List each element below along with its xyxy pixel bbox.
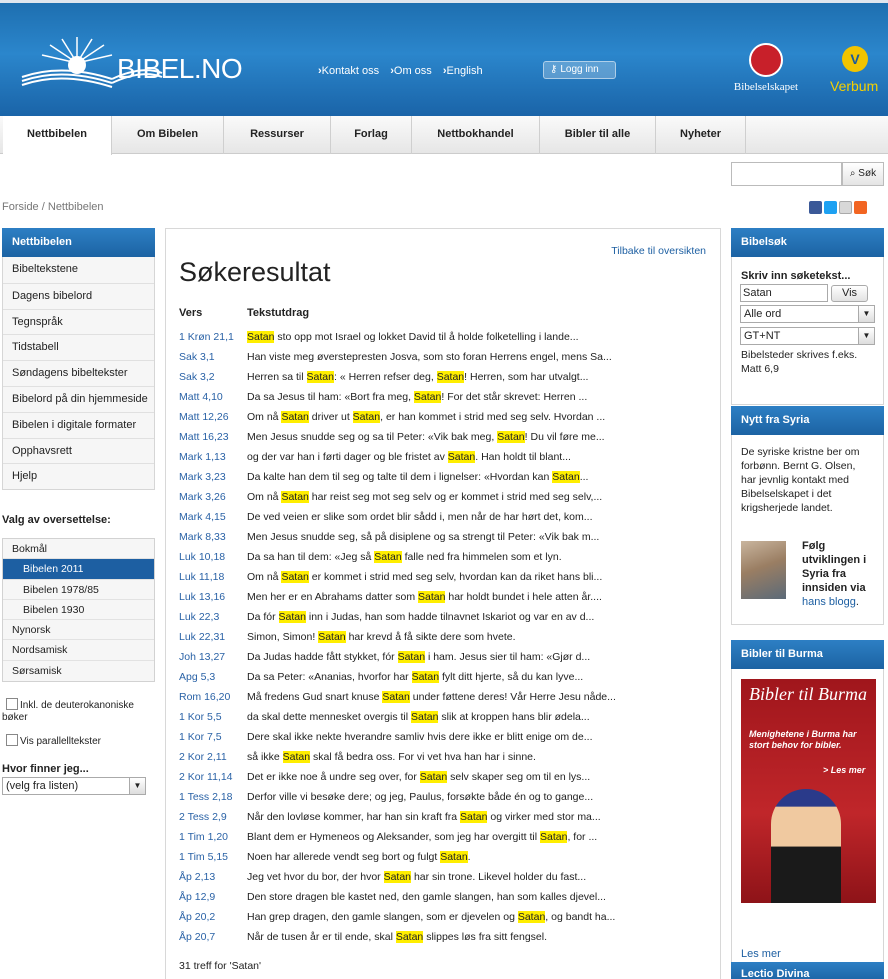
breadcrumb-separator: / (41, 201, 45, 213)
sidebar-item-sondagens-bibeltekster[interactable]: Søndagens bibeltekster (3, 360, 154, 386)
result-row (179, 807, 719, 827)
parallel-checkbox-row (6, 734, 101, 747)
result-row (179, 467, 719, 487)
verse-excerpt (247, 347, 719, 367)
site-search-button-label: Søk (858, 168, 877, 179)
verse-reference-link[interactable]: Matt 4,10 (179, 391, 223, 403)
result-row (179, 927, 719, 947)
verse-excerpt (247, 707, 719, 727)
bible-search-box (731, 228, 884, 405)
verse-excerpt (247, 367, 719, 387)
result-row (179, 507, 719, 527)
translation-item-selected[interactable]: Bibelen 2011 (3, 559, 154, 579)
result-row (179, 707, 719, 727)
excerpt-text: Herren sa til (247, 371, 307, 383)
tab-bibler-til-alle[interactable]: Bibler til alle (540, 116, 656, 154)
verse-excerpt (247, 927, 719, 947)
result-row (179, 887, 719, 907)
sidebar-menu (2, 257, 155, 490)
column-header-vers: Vers (179, 307, 203, 319)
excerpt-text: Det er ikke noe å undre seg over, for (247, 771, 420, 783)
excerpt-text: Om nå (247, 491, 282, 503)
bible-search-label: Skriv inn søketekst... (741, 270, 851, 282)
result-row (179, 687, 719, 707)
excerpt-text: Om nå (247, 411, 282, 423)
search-term-highlight: Satan (460, 811, 488, 823)
verse-excerpt (247, 407, 719, 427)
login-label: Logg inn (560, 64, 599, 75)
verse-excerpt (247, 887, 719, 907)
deutero-label: Inkl. de deuterokanoniske (20, 700, 134, 711)
verse-reference-link[interactable]: Sak 3,2 (179, 371, 215, 383)
verse-reference-link[interactable]: 1 Tess 2,18 (179, 791, 233, 803)
translation-list (2, 538, 155, 682)
verse-reference-link[interactable]: Luk 22,31 (179, 631, 226, 643)
excerpt-text: Da sa han til dem: «Jeg så (247, 551, 375, 563)
search-term-highlight: Satan (440, 851, 468, 863)
verse-excerpt (247, 867, 719, 887)
author-photo (741, 541, 786, 599)
verse-excerpt (247, 627, 719, 647)
chevron-down-icon: ▼ (858, 306, 874, 322)
excerpt-text: slik at kroppen hans blir ødela... (438, 711, 590, 723)
result-row (179, 407, 719, 427)
excerpt-text: Men Jesus snudde seg og sa til Peter: «Vik bak meg, (247, 431, 498, 443)
result-row (179, 847, 719, 867)
result-row (179, 427, 719, 447)
search-term-highlight: Satan (418, 591, 446, 603)
verse-reference-link[interactable]: Luk 11,18 (179, 571, 225, 583)
email-icon[interactable] (839, 201, 852, 214)
result-row (179, 547, 719, 567)
verse-excerpt (247, 427, 719, 447)
excerpt-text: har reist seg mot seg selv og er kommet i strid med seg selv,... (308, 491, 603, 503)
verse-excerpt (247, 807, 719, 827)
verbum-label: Verbum (830, 78, 879, 94)
breadcrumb-current[interactable]: Nettbibelen (47, 201, 104, 213)
verse-excerpt (247, 567, 719, 587)
verse-excerpt (247, 327, 719, 347)
result-row (179, 667, 719, 687)
bibelselskapet-label: Bibelselskapet (733, 81, 799, 93)
scope-select[interactable] (740, 305, 875, 323)
chevron-down-icon: ▼ (858, 328, 874, 344)
search-term-highlight: Satan (397, 651, 426, 663)
excerpt-text: Men her er en Abrahams datter som (247, 591, 418, 603)
page-title: Søkeresultat (179, 257, 331, 287)
tab-nettbokhandel[interactable]: Nettbokhandel (412, 116, 540, 154)
excerpt-text: så ikke (247, 751, 283, 763)
syria-header: Nytt fra Syria (731, 406, 884, 435)
excerpt-text: : « Herren refser deg, (333, 371, 437, 383)
verse-excerpt (247, 587, 719, 607)
excerpt-text: , for ... (567, 831, 598, 843)
bible-search-input[interactable]: Satan (740, 284, 828, 302)
magnifier-icon: ⌕ (849, 168, 856, 179)
verse-reference-link[interactable]: 2 Kor 11,14 (179, 771, 233, 783)
verse-excerpt (247, 687, 719, 707)
sidebar-item-bibeltekstene[interactable]: Bibeltekstene (12, 263, 79, 275)
verse-excerpt (247, 667, 719, 687)
parallel-label: Vis parallelltekster (20, 736, 101, 747)
verse-excerpt (247, 787, 719, 807)
lectio-divina-header: Lectio Divina (731, 962, 884, 979)
verse-reference-link[interactable]: Apg 5,3 (179, 671, 216, 683)
site-logo-text[interactable]: BIBEL.NO (117, 53, 243, 84)
verse-reference-link[interactable]: Mark 3,26 (179, 491, 226, 503)
back-to-overview-link[interactable]: Tilbake til oversikten (611, 245, 706, 257)
search-term-highlight: Satan (247, 331, 275, 343)
translation-title: Valg av oversettelse: (2, 514, 111, 526)
translation-item[interactable]: Nynorsk (3, 620, 154, 640)
excerpt-text: Simon, Simon! (247, 631, 319, 643)
search-term-highlight: Satan (281, 571, 309, 583)
syria-follow-text: Følg utviklingen i Syria fra innsiden via (802, 540, 867, 594)
burma-ad-more: > Les mer (823, 765, 866, 775)
search-term-highlight: Satan (281, 411, 309, 423)
search-term-highlight: Satan (419, 771, 448, 783)
child-with-bible-image (771, 789, 841, 903)
search-term-highlight: Satan (447, 451, 476, 463)
deutero-checkbox[interactable] (6, 698, 18, 710)
sidebar-item-bibelord-hjemmeside[interactable]: Bibelord på din hjemmeside (3, 386, 154, 412)
search-term-highlight: Satan (352, 411, 381, 423)
excerpt-text: og der var han i førti dager og ble fristet av (247, 451, 448, 463)
where-select-value: (velg fra listen) (6, 780, 79, 792)
search-term-highlight: Satan (436, 371, 465, 383)
excerpt-text: Noen har allerede vendt seg bort og fulgt (247, 851, 441, 863)
addthis-plus-icon[interactable] (854, 201, 867, 214)
excerpt-text: Må fredens Gud snart knuse (247, 691, 383, 703)
verse-reference-link[interactable]: Åp 12,9 (179, 891, 216, 903)
result-row (179, 647, 719, 667)
excerpt-text: Da sa Jesus til ham: «Bort fra meg, (247, 391, 414, 403)
translation-item[interactable]: Bokmål (3, 539, 154, 559)
result-row (179, 827, 719, 847)
parallel-checkbox[interactable] (6, 734, 18, 746)
verse-excerpt (247, 607, 719, 627)
verse-excerpt (247, 907, 719, 927)
key-icon: ⚷ (550, 64, 558, 75)
excerpt-text: driver ut (308, 411, 353, 423)
excerpt-text: falle ned fra himmelen som et lyn. (401, 551, 562, 563)
deutero-checkbox-row (6, 698, 134, 711)
verse-reference-link[interactable]: Åp 20,2 (179, 911, 216, 923)
verse-excerpt (247, 847, 719, 867)
chevron-down-icon: ▼ (129, 778, 145, 794)
verse-reference-link[interactable]: 1 Kor 5,5 (179, 711, 222, 723)
verse-reference-link[interactable]: Joh 13,27 (179, 651, 226, 663)
search-term-highlight: Satan (552, 471, 580, 483)
excerpt-text: , og bandt ha... (545, 911, 616, 923)
translation-item[interactable]: Bibelen 1978/85 (3, 580, 154, 600)
search-results-panel (165, 228, 721, 979)
share-icons (809, 201, 869, 214)
excerpt-text: Blant dem er Hymeneos og Aleksander, som jeg har overgitt til (247, 831, 540, 843)
excerpt-text: . Han holdt til blant... (475, 451, 571, 463)
excerpt-text: , er han kommet i strid med seg selv. Hvordan ... (380, 411, 606, 423)
site-header (0, 0, 888, 116)
verse-reference-link[interactable]: Luk 13,16 (179, 591, 226, 603)
sidebar-item-dagens-bibelord[interactable]: Dagens bibelord (3, 283, 154, 309)
top-link-contact[interactable]: › Kontakt oss (318, 65, 379, 77)
verse-excerpt (247, 547, 719, 567)
where-select[interactable] (2, 777, 146, 795)
result-row (179, 367, 719, 387)
verse-excerpt (247, 767, 719, 787)
tab-om-bibelen[interactable]: Om Bibelen (112, 116, 224, 154)
login-button[interactable] (543, 61, 616, 79)
tab-forlag[interactable]: Forlag (331, 116, 412, 154)
search-term-highlight: Satan (306, 371, 334, 383)
search-term-highlight: Satan (517, 911, 546, 923)
scope-select-value: Alle ord (744, 308, 782, 320)
search-term-highlight: Satan (374, 551, 402, 563)
tab-ressurser[interactable]: Ressurser (224, 116, 331, 154)
top-link-english[interactable]: › English (443, 65, 483, 77)
search-term-highlight: Satan (497, 431, 525, 443)
verse-reference-link[interactable]: 1 Tim 1,20 (179, 831, 229, 843)
excerpt-text: da skal dette mennesket overgis til (247, 711, 412, 723)
sidebar-item-digitale-formater[interactable]: Bibelen i digitale formater (3, 412, 154, 438)
result-row (179, 787, 719, 807)
verse-excerpt (247, 507, 719, 527)
excerpt-text: har holdt bundet i hele atten år.... (445, 591, 602, 603)
result-row (179, 727, 719, 747)
excerpt-text: Da fór (247, 611, 279, 623)
site-search-input[interactable] (731, 162, 842, 186)
excerpt-text: slippes løs fra sitt fengsel. (423, 931, 547, 943)
result-row (179, 347, 719, 367)
top-links (318, 65, 491, 77)
verse-reference-link[interactable]: Mark 3,23 (179, 471, 226, 483)
verbum-logo[interactable] (830, 46, 888, 94)
verse-reference-link[interactable]: Åp 2,13 (179, 871, 216, 883)
verse-excerpt (247, 527, 719, 547)
result-row (179, 447, 719, 467)
translation-item[interactable]: Nordsamisk (3, 640, 154, 660)
result-row (179, 767, 719, 787)
excerpt-text: Derfor ville vi besøke dere; og jeg, Paulus, forsøkte både én og to gange... (247, 791, 594, 803)
verse-reference-link[interactable]: 1 Tim 5,15 (179, 851, 229, 863)
testament-select-value: GT+NT (744, 330, 781, 342)
bibelselskapet-logo[interactable] (722, 43, 810, 93)
breadcrumb (2, 201, 104, 213)
excerpt-text: Om nå (247, 571, 282, 583)
excerpt-text: De ved veien er slike som ordet blir sådd i, men når de har hørt det, kom... (247, 511, 593, 523)
burma-read-more-link[interactable]: Les mer (741, 948, 781, 960)
globe-icon (749, 43, 783, 77)
sidebar-item-opphavsrett[interactable]: Opphavsrett (3, 438, 154, 464)
verse-reference-link[interactable]: 2 Tess 2,9 (179, 811, 227, 823)
translation-item[interactable]: Bibelen 1930 (3, 600, 154, 620)
deutero-label-line2: bøker (2, 712, 28, 723)
sidebar-item-tidstabell[interactable]: Tidstabell (3, 334, 154, 360)
verse-reference-link[interactable]: Mark 1,13 (179, 451, 226, 463)
bible-search-button[interactable]: Vis (831, 285, 868, 302)
search-term-highlight: Satan (382, 691, 410, 703)
facebook-icon[interactable] (809, 201, 822, 214)
excerpt-text: har krevd å få sikte dere som hvete. (345, 631, 516, 643)
breadcrumb-home[interactable]: Forside (2, 201, 39, 213)
search-term-highlight: Satan (318, 631, 346, 643)
search-term-highlight: Satan (413, 391, 442, 403)
bible-search-header: Bibelsøk (731, 228, 884, 257)
excerpt-text: og virker med stor ma... (487, 811, 601, 823)
verse-reference-link[interactable]: Åp 20,7 (179, 931, 216, 943)
verse-reference-link[interactable]: Mark 4,15 (179, 511, 226, 523)
verse-excerpt (247, 727, 719, 747)
verse-excerpt (247, 747, 719, 767)
excerpt-text: fylt ditt hjerte, så du kan lyve... (439, 671, 584, 683)
result-row (179, 387, 719, 407)
burma-ad-title: Bibler til Burma (749, 684, 867, 704)
result-row (179, 567, 719, 587)
excerpt-text: Når den lovløse kommer, har han sin kraft fra (247, 811, 460, 823)
verse-reference-link[interactable]: Sak 3,1 (179, 351, 215, 363)
excerpt-text: skal få bedra oss. For vi vet hva han har i sinne. (310, 751, 536, 763)
site-search (731, 162, 884, 186)
sidebar-header: Nettbibelen (2, 228, 155, 257)
result-row (179, 527, 719, 547)
verse-reference-link[interactable]: Luk 22,3 (179, 611, 220, 623)
excerpt-text: Han grep dragen, den gamle slangen, som er djevelen og (247, 911, 518, 923)
verse-reference-link[interactable]: 1 Kor 7,5 (179, 731, 222, 743)
excerpt-text: selv skaper seg om til en lys... (447, 771, 591, 783)
verse-excerpt (247, 467, 719, 487)
verse-excerpt (247, 487, 719, 507)
search-term-highlight: Satan (281, 491, 309, 503)
result-row (179, 867, 719, 887)
excerpt-text: Han viste meg øverstepresten Josva, som sto foran Herrens engel, mens Sa... (247, 351, 612, 363)
excerpt-text: Dere skal ikke nekte hverandre samliv hvis dere ikke er blitt enige om de... (247, 731, 593, 743)
search-term-highlight: Satan (395, 931, 424, 943)
syria-link-end: . (855, 596, 859, 608)
burma-ad-text: Menighetene i Burma har stort behov for bibler. (749, 729, 857, 750)
twitter-icon[interactable] (824, 201, 837, 214)
verbum-v-icon: V (842, 46, 868, 72)
burma-box (731, 640, 884, 975)
result-row (179, 907, 719, 927)
excerpt-text: ! Herren, som har utvalgt... (464, 371, 589, 383)
search-term-highlight: Satan (383, 871, 412, 883)
excerpt-text: Den store dragen ble kastet ned, den gamle slangen, han som kalles djevel... (247, 891, 606, 903)
verse-excerpt (247, 447, 719, 467)
excerpt-text: Når de tusen år er til ende, skal (247, 931, 396, 943)
search-term-highlight: Satan (282, 751, 311, 763)
verse-reference-link[interactable]: Matt 16,23 (179, 431, 229, 443)
sidebar-item-hjelp[interactable]: Hjelp (3, 463, 154, 489)
excerpt-text: ... (579, 471, 589, 483)
excerpt-text: Da sa Peter: «Ananias, hvorfor har (247, 671, 412, 683)
verse-reference-link[interactable]: Luk 10,18 (179, 551, 226, 563)
excerpt-text: ! Du vil føre me... (524, 431, 605, 443)
search-term-highlight: Satan (411, 711, 439, 723)
left-sidebar (2, 228, 155, 490)
main-nav (0, 116, 888, 154)
verse-excerpt (247, 387, 719, 407)
column-header-text: Tekstutdrag (247, 307, 310, 319)
excerpt-text: er kommet i strid med seg selv, hvordan kan da riket hans bli... (308, 571, 603, 583)
syria-blog-link[interactable]: hans blogg (802, 596, 856, 608)
burma-ad-banner[interactable] (741, 679, 876, 903)
verse-reference-link[interactable]: 2 Kor 2,11 (179, 751, 227, 763)
excerpt-text: har sin trone. Likevel holder du fast... (411, 871, 587, 883)
excerpt-text: sto opp mot Israel og lokket David til å holde folketelling i lande... (274, 331, 579, 343)
result-row (179, 607, 719, 627)
where-title: Hvor finner jeg... (2, 763, 89, 775)
bible-search-hint: Bibelsteder skrives f.eks. Matt 6,9 (741, 349, 858, 375)
excerpt-text: Da kalte han dem til seg og talte til dem i lignelser: «Hvordan kan (247, 471, 553, 483)
verse-excerpt (247, 647, 719, 667)
excerpt-text: inn i Judas, han som hadde tilnavnet Iskariot og var en av d... (305, 611, 595, 623)
results-total: 31 treff for 'Satan' (179, 960, 262, 972)
syria-text: De syriske kristne ber om forbønn. Bernt G. Olsen, har jevnlig kontakt med Bibelselskapet i det krigsherjede landet. (741, 446, 860, 514)
tab-nettbibelen[interactable]: Nettbibelen (3, 116, 112, 155)
verse-excerpt (247, 827, 719, 847)
tab-nyheter[interactable]: Nyheter (656, 116, 746, 154)
excerpt-text: under føttene deres! Vår Herre Jesu nåde... (409, 691, 616, 703)
burma-header: Bibler til Burma (731, 640, 884, 669)
syria-box (731, 406, 884, 625)
verse-reference-link[interactable]: Matt 12,26 (179, 411, 229, 423)
verse-reference-link[interactable]: Rom 16,20 (179, 691, 231, 703)
excerpt-text: ! For det står skrevet: Herren ... (441, 391, 588, 403)
verse-reference-link[interactable]: Mark 8,33 (179, 531, 226, 543)
excerpt-text: Jeg vet hvor du bor, der hvor (247, 871, 384, 883)
result-row (179, 587, 719, 607)
excerpt-text: . (467, 851, 471, 863)
excerpt-text: i ham. Jesus sier til ham: «Gjør d... (425, 651, 591, 663)
result-row (179, 627, 719, 647)
excerpt-text: Da Judas hadde fått stykket, fór (247, 651, 398, 663)
result-row (179, 327, 719, 347)
excerpt-text: Men Jesus snudde seg, så på disiplene og sa strengt til Peter: «Vik bak m... (247, 531, 600, 543)
verse-reference-link[interactable]: 1 Krøn 21,1 (179, 331, 234, 343)
search-term-highlight: Satan (278, 611, 306, 623)
site-search-button[interactable] (842, 162, 884, 186)
testament-select[interactable] (740, 327, 875, 345)
sidebar-item-tegnsprak[interactable]: Tegnspråk (3, 309, 154, 335)
translation-item[interactable]: Sørsamisk (12, 664, 62, 677)
search-term-highlight: Satan (411, 671, 440, 683)
result-row (179, 747, 719, 767)
search-term-highlight: Satan (539, 831, 568, 843)
result-row (179, 487, 719, 507)
top-link-about[interactable]: › Om oss (390, 65, 432, 77)
